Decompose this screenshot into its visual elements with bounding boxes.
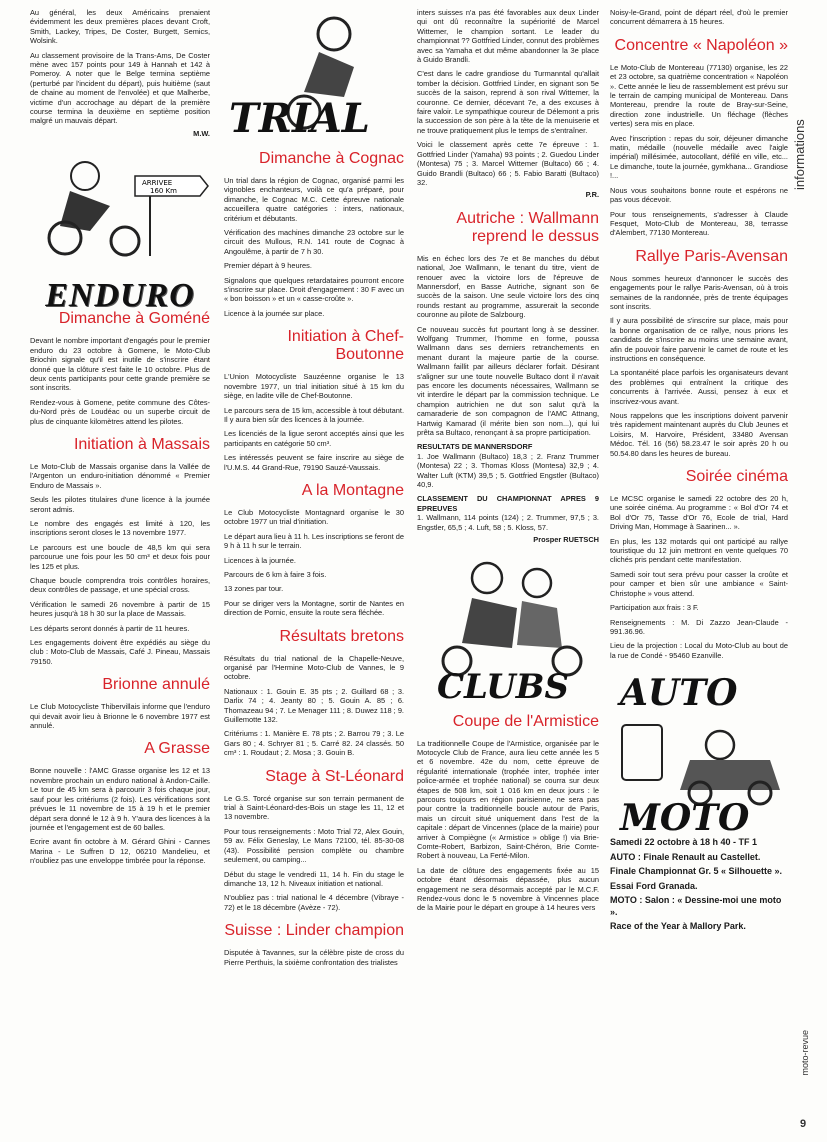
paragraph: Renseignements : M. Di Zazzo Jean-Claude - 991.36.96. <box>610 617 788 636</box>
svg-text:160 Km: 160 Km <box>150 187 177 196</box>
paragraph: Le Club Motocycliste Thibervillais informe que l'enduro qui devait avoir lieu à Brionne le 6 novembre 1977 est annulé. <box>30 702 210 731</box>
article-title: A Grasse <box>144 740 210 758</box>
paragraph: Seuls les pilotes titulaires d'une licence à la journée seront admis. <box>30 495 210 514</box>
tv-line: Essai Ford Granada. <box>610 880 698 891</box>
results-heading: RESULTATS DE MANNERSDORF <box>417 442 533 452</box>
article-title: Brionne annulé <box>102 676 210 694</box>
paragraph: Licence à la journée sur place. <box>224 308 325 318</box>
paragraph: Le Moto-Club de Massais organise dans la Vallée de l'Argenton un enduro-initiation dénommé « Premier Enduro de Massais ». <box>30 461 210 490</box>
tv-line: Samedi 22 octobre à 18 h 40 - TF 1 <box>610 837 758 848</box>
tv-line: Race of the Year à Mallory Park. <box>610 921 746 932</box>
paragraph: Avec l'inscription : repas du soir, déjeuner dimanche matin, médaille (nouvelle médaille avec l'aigle impérial) millésimée, autocollant, défilé en ville, etc... Le dimanche, toute la journée, gymkhana... Grandiose !... <box>610 133 788 181</box>
column-2 <box>224 8 404 1136</box>
rider-sign-icon <box>30 146 210 264</box>
autoclubs-illustration <box>417 553 599 703</box>
paragraph: Nationaux : 1. Gouin E. 35 pts ; 2. Guillard 68 ; 3. Darlix 74 ; 4. Jeanty 80 ; 5. Gouin A. 85 ; 6. Thomazeau 94 ; 7. Le Menager 111 ; 8. Duwez 118 ; 9. Guillemotte 132. <box>224 686 404 725</box>
paragraph: Nous sommes heureux d'annoncer le succès des engagements pour le rallye Paris-Avensan, où à trois semaines de la randonnée, près de trente équipages sont inscrits. <box>610 273 788 311</box>
paragraph: Vérification des machines dimanche 23 octobre sur le circuit des Mullous, R.N. 141 route de Cognac à Angoulême, à partir de 7 h 30. <box>224 228 404 256</box>
auto-moto-illustration <box>610 665 788 835</box>
paragraph: Disputée à Tavannes, sur la célèbre piste de cross du Pierre Perthuis, la sixième confrontation des trialistes <box>224 948 404 967</box>
trial-logo-text: TRIAL <box>229 95 370 140</box>
article-title: Résultats bretons <box>279 627 404 645</box>
column-4 <box>610 8 788 1136</box>
enduro-logo: ENDURO <box>45 276 195 314</box>
enduro-illustration <box>30 146 210 264</box>
article-title: Coupe de l'Armistice <box>452 712 599 730</box>
paragraph: Le Club Motocycliste Montagnard organise le 30 octobre 1977 un trial d'initiation. <box>224 507 404 527</box>
paragraph: Les départs seront donnés à partir de 11 heures. <box>30 623 190 633</box>
paragraph: La traditionnelle Coupe de l'Armistice, organisée par le Motocycle Club de France, aura lieu cette année les 5 et 6 novembre. 42e du nom, cette épreuve de régularité internationale (trophée inter, trophée inter police-armée et trophée national) se courra sur deux étapes de 508 km, soit 1 016 km en deux jours : le parcours toujours en région parisienne, ne sera pas pour contre la traditionnelle boucle autour de Paris, mais un circuit situé uniquement dans l'est de la capitale : départ de Vincennes (place de la mairie) pour arriver à Compiègne (« Armistice » oblige !) via Brie-Comte-Robert, Barbizon, Saint-Chéron, Brie Comte-Robert à nouveau, La Ferté-Milon. <box>417 738 599 861</box>
paragraph: 13 zones par tour. <box>224 584 284 594</box>
paragraph: Début du stage le vendredi 11, 14 h. Fin du stage le dimanche 13, 12 h. Niveaux initiation et national. <box>224 869 404 888</box>
paragraph: Rendez-vous à Gomene, petite commune des Côtes-du-Nord près de Loudéac ou un superbe circuit de plus de cinquante kilomètres attend les pilotes. <box>30 397 210 426</box>
paragraph: Au général, les deux Américains prenaient évidemment les deux premières places devant Croft, Smith, Lackey, Tripes, De Coster, Burgett, Semics, Wolsink. <box>30 8 210 46</box>
paragraph: Ecrire avant fin octobre à M. Gérard Ghini - Cannes Marina - Le Suffren D 12, 06210 Mandelieu, et n'oubliez pas une enveloppe timbrée pour la réponse. <box>30 837 210 866</box>
paragraph: Licences à la journée. <box>224 555 296 565</box>
paragraph: Le parcours sera de 15 km, accessible à tout débutant. Il y aura bien sûr des licences à la journée. <box>224 405 404 424</box>
paragraph: inters suisses n'a pas été favorables aux deux Linder qui ont dû reconnaître la supériorité de Marcel Wittemer, le champion sortant. Le leader du championnat ?? Gottfried Linder, connut des problèmes avec sa Yamaha et dut même abandonner la 3e place à Guido Brandli. <box>417 8 599 65</box>
article-title: Suisse : Linder champion <box>224 922 404 940</box>
article-title: Rallye Paris-Avensan <box>635 247 788 265</box>
paragraph: Lieu de la projection : Local du Moto-Club au bout de la rue de Condé - 95460 Ezanville. <box>610 641 788 660</box>
paragraph: 1. Wallmann, 114 points (124) ; 2. Trummer, 97,5 ; 3. Engstler, 65,5 ; 4. Luft, 58 ; 5. Kloss, 57. <box>417 513 599 532</box>
paragraph: Pour se diriger vers la Montagne, sortir de Nantes en direction de Pornic, ensuite la route sera fléchée. <box>224 598 404 618</box>
tv-program <box>610 837 788 933</box>
paragraph: N'oubliez pas : trial national le 4 décembre (Vibraye - 72) et le 18 décembre (Avèze - 72). <box>224 893 404 912</box>
column-3 <box>417 8 599 1136</box>
paragraph: Parcours de 6 km à faire 3 fois. <box>224 569 327 579</box>
paragraph: Nous rappelons que les inscriptions doivent parvenir très rapidement maintenant auprès du Club Jeunes et Loisirs, M. Harvoire, Président, 33480 Avensan Médoc. Tél. 16 (56) 58.23.47 le soir après 20 h ou 50.54.80 dans les heures de bureau. <box>610 411 788 458</box>
paragraph: Les licenciés de la ligue seront acceptés ainsi que les participants en catégorie 50 cm³. <box>224 429 404 448</box>
paragraph: Signalons que quelques retardataires pourront encore s'inscrire sur place. Droit d'engagement : 30 F avec un « bon boisson » et un « casse-croûte ». <box>224 275 404 304</box>
page-number: 9 <box>800 1118 807 1130</box>
moto-logo-text: MOTO <box>620 797 750 836</box>
section-side-label: informations <box>792 119 807 190</box>
paragraph: Noisy-le-Grand, point de départ réel, d'où le premier concurrent démarrera à 15 heures. <box>610 8 788 27</box>
article-title: Initiation à Chef-Boutonne <box>287 328 404 364</box>
column-1 <box>30 8 210 1136</box>
paragraph: Le départ aura lieu à 11 h. Les inscriptions se feront de 9 h à 11 h sur le terrain. <box>224 531 404 551</box>
article-title: Initiation à Massais <box>73 435 210 453</box>
article-title: A la Montagne <box>301 481 404 499</box>
paragraph: Voici le classement après cette 7e épreuve : 1. Gottfried Linder (Yamaha) 93 points ; 2. Guedou Linder (Montesa) 75 ; 3. Marcel Wittemer (Bultaco) 66 ; 4. Guido Brandli (Bultaco) 66 ; 5. Fabio Baratti (Bultaco) 32. <box>417 140 599 187</box>
clubs-logo-text: CLUBS <box>437 666 570 703</box>
paragraph: Un trial dans la région de Cognac, organisé parmi les vignobles enchanteurs, voilà ce qu'a préparé, pour dimanche, le Cognac M.C. Cette épreuve nationale accueillera quatre catégories : inters, nationaux, critérium et débutants. <box>224 176 404 223</box>
paragraph: Le nombre des engagés est limité à 120, les inscriptions seront closes le 13 novembre 1977. <box>30 518 210 538</box>
paragraph: Pour tous renseignements, s'adresser à Claude Fesquet, Moto-Club de Montereau, 38, terrasse d'Alembert, 77130 Montereau. <box>610 209 788 238</box>
paragraph: Le Moto-Club de Montereau (77130) organise, les 22 et 23 octobre, sa quatrième concentration « Napoléon ». Cette année le lieu de rassemblement est prévu sur le terrain de camping municipal de Montereau. Dans Montereau, prendre la route de Bray-sur-Seine, direction zone industrielle. Un fléchage (flèches vertes) sera mis en place. <box>610 62 788 129</box>
article-title: Soirée cinéma <box>685 468 788 486</box>
paragraph: Participation aux frais : 3 F. <box>610 603 699 613</box>
paragraph: Le parcours est une boucle de 48,5 km qui sera parcourue une fois pour les 50 cm³ et deux fois pour les 125 et plus. <box>30 542 210 571</box>
paragraph: 1. Joe Wallmann (Bultaco) 18,3 ; 2. Franz Trummer (Montesa) 22 ; 3. Thomas Kloss (Montesa) 32,9 ; 4. Walter Luft (KTM) 39,5 ; 5. Gottfried Engstler (Bultaco) 40,9. <box>417 451 599 490</box>
tv-line: Finale Championnat Gr. 5 « Silhouette ». <box>610 866 783 877</box>
tv-line: AUTO : Finale Renault au Castellet. <box>610 851 761 862</box>
paragraph: Chaque boucle comprendra trois contrôles horaires, deux contrôles de passage, et une spécial cross. <box>30 576 210 595</box>
author-signature: M.W. <box>193 128 210 138</box>
article-title: Autriche : Wallmann reprend le dessus <box>456 209 599 245</box>
paragraph: Le MCSC organise le samedi 22 octobre des 20 h, une soirée cinéma. Au programme : « Bol d'Or 74 et Bol d'Or 75, Tasse d'Or 76, Ecole de trial, Hard Driving Man, Hommage à Saarinen... ». <box>610 494 788 532</box>
paragraph: Mis en échec lors des 7e et 8e manches du début national, Joe Wallmann, le tenant du titre, vient de renouer avec la victoire lors de l'épreuve de Mannersdorf, en Basse Autriche, signant son 6e succès de la saison. Une seule victoire lors des cinq rounds restant au programme, assurerait la seconde couronne au pilote de Salzbourg. <box>417 253 599 320</box>
magazine-name: moto-revue <box>800 1030 810 1076</box>
auto-logo-text: AUTO <box>620 672 738 715</box>
paragraph: L'Union Motocycliste Sauzéenne organise le 13 novembre 1977, un trial initiation situé à 15 km du siège, en ladite ville de Chef-Boutonne. <box>224 372 404 401</box>
sign-text: ARRIVEE <box>142 179 173 188</box>
rider-group-icon <box>417 553 599 703</box>
paragraph: Bonne nouvelle : l'AMC Grasse organise les 12 et 13 novembre prochain un enduro national à Andon-Caille. Le tour de 45 km sera à parcourir 3 fois chaque jour, sauf pour les critériums (2 fois). Les vérifications sont prévues le 11 novembre de 15 à 19 h et le premier départ sera donné le 12 à 9 h. Y'aura des licences à la journée et l'engagement est de 60 balles. <box>30 766 210 832</box>
paragraph: Nous vous souhaitons bonne route et espérons ne pas vous décevoir. <box>610 185 788 205</box>
paragraph: Ce nouveau succès fut pourtant long à se dessiner. Wolfgang Trummer, l'homme en forme, poussa Wallmann dans ses derniers retranchements en menant durant la majeure partie de la course. Wallmann faillit par ailleurs déclarer forfait. Désirant s'aligner sur une toute nouvelle Bultaco dont il n'avait pas encore les documents nécessaires, Wallmann se vit interdire le départ par la commission technique. Le champion autrichien ne dut son salut qu'à la camaraderie de son compagnon de l'AMC Attnang, Hartwig Kamarad (il mérite bien son nom...), qui lui prêta sa Bultaco, renonçant à sa propre participation. <box>417 324 599 438</box>
article-title: Dimanche à Goméné <box>58 310 210 328</box>
tv-line: MOTO : Salon : « Dessine-moi une moto ». <box>610 895 782 917</box>
paragraph: Les engagements doivent être expédiés au siège du club : Moto-Club de Massais, Café J. Pineau, Massais 79150. <box>30 638 210 666</box>
paragraph: C'est dans le cadre grandiose du Turmanntal qu'allait tomber la décision. Gottfried Linder, en signant son 5e succès de la saison, reprend à son rival Wittemer, la couronne. Ce dernier, décevant 7e, a des excuses à faire valoir. Le sympathique coureur de Délemont a pris la succession de son père à la tête de la menuiserie et ne trouve pratiquement plus le temps de s'entraîner. <box>417 69 599 135</box>
paragraph: Il y aura possibilité de s'inscrire sur place, mais pour la bonne organisation de ce rallye, nous prions les candidats de s'inscrire au moins une semaine avant, afin de pouvoir faire parvenir le carnet de route et les instructions en conséquence. <box>610 316 788 363</box>
paragraph: La date de clôture des engagements fixée au 15 octobre étant désormais dépassée, plus aucun engagement ne sera désormais accepté par le M.C.F. Rendez-vous donc le 5 novembre à Vincennes place de la Mairie pour le départ en groupe à 14 heures vers <box>417 865 599 913</box>
paragraph: Premier départ à 9 heures. <box>224 261 312 271</box>
paragraph: Vérification le samedi 26 novembre à partir de 15 heures jusqu'à 18 h 30 sur la place de Massais. <box>30 599 210 619</box>
article-title: Dimanche à Cognac <box>259 150 404 167</box>
paragraph: Les intéressés peuvent se faire inscrire au siège de l'U.M.S. 44 Grand-Rue, 79190 Sauzé-Vaussais. <box>224 453 404 472</box>
results-heading: CLASSEMENT DU CHAMPIONNAT APRES 9 EPREUVES <box>417 494 599 513</box>
paragraph: Résultats du trial national de la Chapelle-Neuve, organisé par l'Hermine Moto-Club de Vannes, le 9 octobre. <box>224 653 404 682</box>
paragraph: La spontanéité place parfois les organisateurs devant des problèmes qui entraînent la critique des concurrents à l'arrivée. Aussi, pensez à eux et inscrivez-vous avant. <box>610 368 788 406</box>
paragraph: En plus, les 132 motards qui ont participé au rallye touristique du 12 juin mettront en vente quelques 70 clichés pris pendant cette manifestation. <box>610 536 788 565</box>
car-rider-icon <box>610 665 788 835</box>
trial-illustration <box>224 12 404 140</box>
author-signature: P.R. <box>585 190 599 200</box>
paragraph: Au classement provisoire de la Trans-Ams, De Coster mène avec 157 points pour 149 à Hannah et 142 à Pomeroy. A noter que le Belge termina septième (perturbé par l'incident du départ), puis huitième (saut de chaine au moment de l'envolée) et que Malherbe, victime d'un accrochage au départ de la première course termina la deuxième en septième position malgré un mauvais départ. <box>30 50 210 126</box>
paragraph: Devant le nombre important d'engagés pour le premier enduro du 23 octobre à Gomene, le Moto-Club Briochin signale qu'il est inutile de s'inscrire étant donné que la clôture s'est faite le 10 octobre. Plus de deux cents participants pour cette grande première se sont inscrits. <box>30 336 210 393</box>
article-title: Stage à St-Léonard <box>265 767 404 785</box>
paragraph: Le G.S. Torcé organise sur son terrain permanent de trial à Saint-Léonard-des-Bois un stage les 11, 12 et 13 novembre. <box>224 793 404 822</box>
paragraph: Samedi soir tout sera prévu pour casser la croûte et pour camper et bien sûr une ambiance « Saint-Christophe » vous attend. <box>610 569 788 598</box>
author-signature: Prosper RUETSCH <box>533 535 599 545</box>
paragraph: Critériums : 1. Manière E. 78 pts ; 2. Barrou 79 ; 3. Le Gars 80 ; 4. Schryer 81 ; 5. Carré 82. 24 classés. 50 cm³ : 1. Roudaut ; 2. Mosa ; 3. Gouin B. <box>224 729 404 758</box>
trial-rider-icon <box>224 12 404 140</box>
paragraph: Pour tous renseignements : Moto Trial 72, Alex Gouin, 59 av. Félix Geneslay, Le Mans 72100, tél. 85-30-08 (43). Possibilité pension complète ou chambre seulement, ou camping... <box>224 826 404 865</box>
article-title: Concentre « Napoléon » <box>614 36 788 54</box>
